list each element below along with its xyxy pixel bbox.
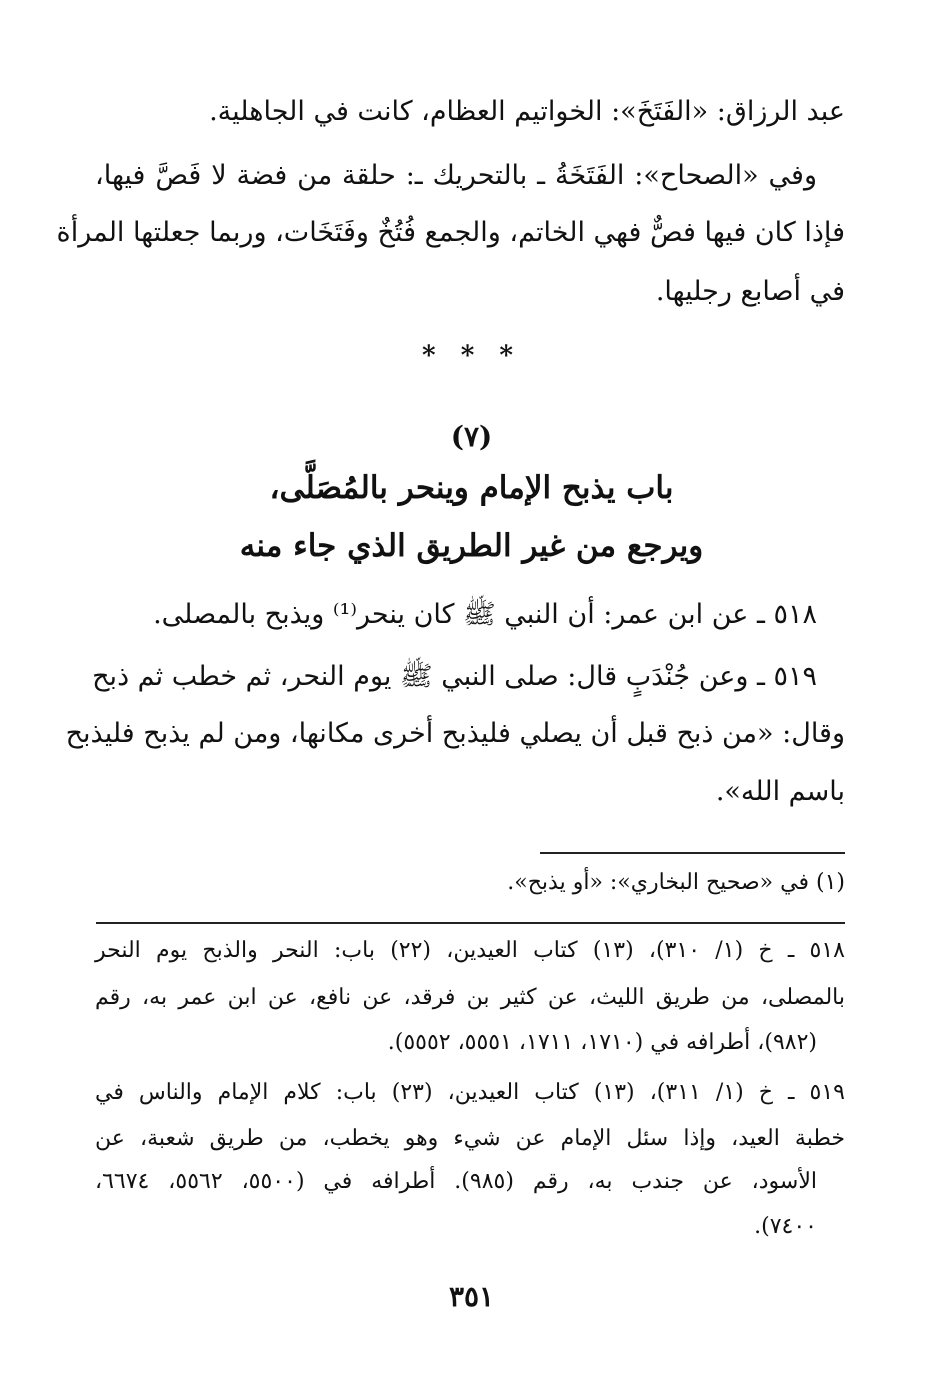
body-line: وفي «الصحاح»: الفَتَخَةُ ـ بالتحريك ـ: حلقة من فضة لا فَصَّ فيها،	[95, 160, 817, 191]
hadith-519-line: ٥١٩ ـ وعن جُنْدَبٍ قال: صلى النبي ﷺ يوم النحر، ثم خطب ثم ذبح	[92, 661, 817, 692]
section-separator: * * *	[422, 341, 521, 371]
chapter-number: (٧)	[450, 420, 493, 453]
hadith-518: ٥١٨ ـ عن ابن عمر: أن النبي ﷺ كان ينحر⁽¹⁾ ويذبح بالمصلى.	[153, 599, 817, 630]
footnote-divider	[540, 852, 845, 854]
reference-518-line: ٥١٨ ـ خ (١/ ٣١٠)، (١٣) كتاب العيدين، (٢٢) باب: النحر والذبح يوم النحر	[95, 938, 845, 963]
reference-519-line: ٥١٩ ـ خ (١/ ٣١١)، (١٣) كتاب العيدين، (٢٣) باب: كلام الإمام والناس في	[95, 1080, 845, 1105]
reference-518-line: بالمصلى، من طريق الليث، عن كثير بن فرقد، عن نافع، عن ابن عمر به، رقم	[95, 985, 845, 1010]
page-number: ٣٥١	[448, 1280, 495, 1313]
chapter-title-line2: ويرجع من غير الطريق الذي جاء منه	[239, 528, 704, 564]
reference-518-line: (٩٨٢)، أطرافه في (١٧١٠، ١٧١١، ٥٥٥١، ٥٥٥٢).	[387, 1030, 817, 1055]
body-line: في أصابع رجليها.	[655, 276, 845, 307]
references-divider	[96, 922, 845, 924]
footnote: (١) في «صحيح البخاري»: «أو يذبح».	[507, 870, 845, 895]
hadith-519-line: وقال: «من ذبح قبل أن يصلي فليذبح أخرى مكانها، ومن لم يذبح فليذبح	[65, 718, 845, 749]
reference-519-line: ٧٤٠٠).	[754, 1214, 817, 1239]
hadith-519-line: باسم الله».	[715, 776, 845, 807]
reference-519-line: الأسود، عن جندب به، رقم (٩٨٥). أطرافه في (٥٥٠٠، ٥٥٦٢، ٦٦٧٤،	[95, 1169, 817, 1194]
chapter-title-line1: باب يذبح الإمام وينحر بالمُصَلَّى،	[269, 470, 674, 506]
reference-519-line: خطبة العيد، وإذا سئل الإمام عن شيء وهو يخطب، من طريق شعبة، عن	[95, 1126, 845, 1151]
body-line: فإذا كان فيها فصٌّ فهي الخاتم، والجمع فُتُخٌ وفَتَخَات، وربما جعلتها المرأة	[56, 217, 845, 248]
body-line: عبد الرزاق: «الفَتَخَ»: الخواتيم العظام، كانت في الجاهلية.	[209, 96, 845, 127]
